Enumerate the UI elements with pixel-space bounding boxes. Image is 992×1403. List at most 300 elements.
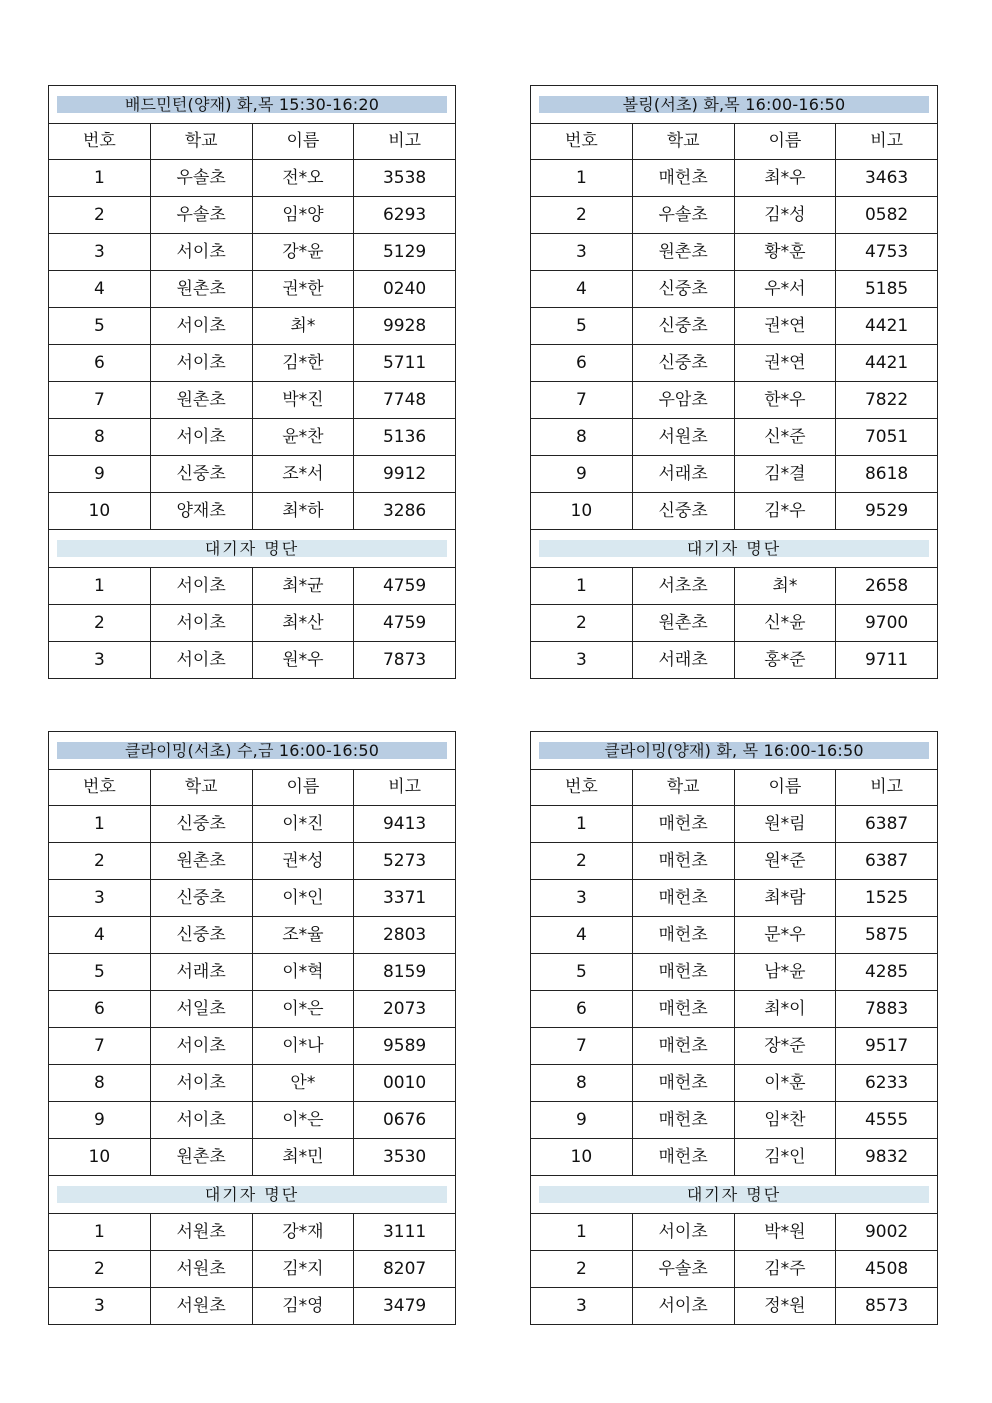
- cell-name: 정*원: [734, 1288, 836, 1325]
- cell-school: 우솔초: [632, 1251, 734, 1288]
- table-row: [49, 880, 456, 917]
- cell-school: 원촌초: [632, 605, 734, 642]
- cell-number: 2: [49, 605, 151, 642]
- cell-school: 매헌초: [632, 806, 734, 843]
- cell-number: 3: [49, 642, 151, 679]
- waitlist-title-cell: [49, 530, 456, 568]
- cell-name: 원*우: [252, 642, 354, 679]
- cell-name: 신*준: [734, 419, 836, 456]
- cell-number: 4: [49, 917, 151, 954]
- cell-number: 7: [49, 382, 151, 419]
- table-row: [531, 1139, 938, 1176]
- cell-name: 최*: [252, 308, 354, 345]
- cell-name: 원*림: [734, 806, 836, 843]
- cell-number: 1: [531, 160, 633, 197]
- cell-number: 6: [531, 345, 633, 382]
- header-row: [531, 124, 938, 160]
- cell-number: 4: [531, 917, 633, 954]
- table-title: 볼링(서초) 화,목 16:00-16:50: [539, 96, 929, 113]
- cell-note: 6233: [836, 1065, 938, 1102]
- table-title-cell: [531, 732, 938, 770]
- col-header-name: 이름: [734, 770, 836, 806]
- table-row: [49, 271, 456, 308]
- col-header-school: 학교: [632, 770, 734, 806]
- cell-number: 10: [531, 1139, 633, 1176]
- cell-number: 5: [531, 308, 633, 345]
- table-badminton-yangjae: [48, 85, 456, 679]
- cell-school: 매헌초: [632, 880, 734, 917]
- cell-number: 3: [49, 234, 151, 271]
- cell-school: 서이초: [150, 568, 252, 605]
- cell-number: 5: [49, 308, 151, 345]
- cell-school: 서이초: [632, 1288, 734, 1325]
- cell-number: 2: [49, 197, 151, 234]
- waitlist-title: 대기자 명단: [539, 1186, 929, 1203]
- waitlist-row: [531, 1214, 938, 1251]
- cell-number: 7: [49, 1028, 151, 1065]
- header-row: [531, 770, 938, 806]
- waitlist-row: [531, 568, 938, 605]
- table-row: [531, 1065, 938, 1102]
- cell-school: 매헌초: [632, 843, 734, 880]
- cell-name: 김*결: [734, 456, 836, 493]
- cell-name: 신*윤: [734, 605, 836, 642]
- col-header-school: 학교: [632, 124, 734, 160]
- cell-school: 신중초: [632, 308, 734, 345]
- cell-name: 최*우: [734, 160, 836, 197]
- cell-number: 7: [531, 1028, 633, 1065]
- cell-school: 서원초: [150, 1214, 252, 1251]
- table-row: [531, 456, 938, 493]
- col-header-number: 번호: [531, 770, 633, 806]
- cell-name: 최*람: [734, 880, 836, 917]
- table-title: 클라이밍(양재) 화, 목 16:00-16:50: [539, 742, 929, 759]
- col-header-number: 번호: [531, 124, 633, 160]
- waitlist-title-cell: [531, 530, 938, 568]
- cell-note: 9529: [836, 493, 938, 530]
- cell-number: 8: [49, 419, 151, 456]
- table-row: [531, 954, 938, 991]
- waitlist-row: [531, 1251, 938, 1288]
- cell-name: 남*윤: [734, 954, 836, 991]
- table-row: [49, 308, 456, 345]
- cell-note: 7822: [836, 382, 938, 419]
- table-row: [49, 954, 456, 991]
- cell-note: 7883: [836, 991, 938, 1028]
- table-row: [531, 271, 938, 308]
- cell-note: 7748: [354, 382, 456, 419]
- cell-name: 이*진: [252, 806, 354, 843]
- cell-school: 매헌초: [632, 954, 734, 991]
- cell-school: 신중초: [150, 917, 252, 954]
- cell-number: 7: [531, 382, 633, 419]
- table-row: [531, 197, 938, 234]
- cell-school: 매헌초: [632, 1028, 734, 1065]
- cell-note: 3371: [354, 880, 456, 917]
- cell-number: 1: [49, 806, 151, 843]
- cell-note: 5273: [354, 843, 456, 880]
- cell-name: 김*한: [252, 345, 354, 382]
- cell-name: 김*지: [252, 1251, 354, 1288]
- cell-note: 6387: [836, 843, 938, 880]
- cell-number: 10: [49, 1139, 151, 1176]
- cell-number: 6: [49, 991, 151, 1028]
- cell-number: 8: [531, 419, 633, 456]
- cell-school: 서이초: [150, 605, 252, 642]
- table-title-cell: [49, 732, 456, 770]
- cell-school: 서이초: [632, 1214, 734, 1251]
- cell-note: 5129: [354, 234, 456, 271]
- table-row: [531, 880, 938, 917]
- cell-name: 김*주: [734, 1251, 836, 1288]
- cell-school: 우솔초: [150, 197, 252, 234]
- cell-note: 9413: [354, 806, 456, 843]
- cell-number: 4: [49, 271, 151, 308]
- cell-number: 1: [531, 1214, 633, 1251]
- cell-note: 4759: [354, 605, 456, 642]
- cell-school: 매헌초: [632, 1065, 734, 1102]
- cell-school: 서이초: [150, 345, 252, 382]
- cell-school: 양재초: [150, 493, 252, 530]
- table-row: [49, 1028, 456, 1065]
- cell-name: 이*은: [252, 991, 354, 1028]
- cell-name: 한*우: [734, 382, 836, 419]
- waitlist-row: [49, 1288, 456, 1325]
- cell-number: 9: [531, 456, 633, 493]
- table-title-cell: [531, 86, 938, 124]
- waitlist-row: [531, 605, 938, 642]
- cell-name: 최*균: [252, 568, 354, 605]
- table-row: [49, 419, 456, 456]
- cell-name: 최*산: [252, 605, 354, 642]
- cell-number: 1: [49, 568, 151, 605]
- table-row: [49, 345, 456, 382]
- cell-note: 7051: [836, 419, 938, 456]
- cell-note: 9700: [836, 605, 938, 642]
- table-row: [49, 917, 456, 954]
- table-row: [49, 197, 456, 234]
- cell-number: 2: [49, 843, 151, 880]
- table-climbing-seocho: [48, 731, 456, 1325]
- cell-name: 강*재: [252, 1214, 354, 1251]
- cell-school: 서이초: [150, 1065, 252, 1102]
- col-header-note: 비고: [836, 124, 938, 160]
- cell-name: 황*훈: [734, 234, 836, 271]
- cell-number: 3: [531, 234, 633, 271]
- cell-school: 서이초: [150, 1102, 252, 1139]
- table-row: [49, 493, 456, 530]
- cell-note: 3538: [354, 160, 456, 197]
- table-row: [49, 991, 456, 1028]
- cell-note: 9002: [836, 1214, 938, 1251]
- cell-name: 박*진: [252, 382, 354, 419]
- table-row: [531, 382, 938, 419]
- cell-note: 4759: [354, 568, 456, 605]
- cell-note: 4753: [836, 234, 938, 271]
- cell-note: 5711: [354, 345, 456, 382]
- col-header-number: 번호: [49, 124, 151, 160]
- cell-note: 9589: [354, 1028, 456, 1065]
- waitlist-row: [49, 568, 456, 605]
- waitlist-title-cell: [49, 1176, 456, 1214]
- cell-note: 9912: [354, 456, 456, 493]
- cell-name: 원*준: [734, 843, 836, 880]
- cell-number: 3: [531, 1288, 633, 1325]
- cell-school: 원촌초: [150, 271, 252, 308]
- cell-note: 2803: [354, 917, 456, 954]
- cell-name: 강*윤: [252, 234, 354, 271]
- cell-school: 서래초: [632, 456, 734, 493]
- cell-school: 매헌초: [632, 160, 734, 197]
- table-row: [531, 806, 938, 843]
- table-title: 배드민턴(양재) 화,목 15:30-16:20: [57, 96, 447, 113]
- cell-note: 6387: [836, 806, 938, 843]
- waitlist-row: [531, 642, 938, 679]
- cell-number: 3: [531, 642, 633, 679]
- cell-name: 최*이: [734, 991, 836, 1028]
- table-row: [49, 382, 456, 419]
- cell-number: 4: [531, 271, 633, 308]
- cell-school: 원촌초: [150, 1139, 252, 1176]
- cell-note: 2658: [836, 568, 938, 605]
- table-row: [531, 1102, 938, 1139]
- cell-school: 서원초: [632, 419, 734, 456]
- cell-name: 조*율: [252, 917, 354, 954]
- waitlist-row: [49, 605, 456, 642]
- col-header-name: 이름: [252, 770, 354, 806]
- cell-note: 1525: [836, 880, 938, 917]
- cell-number: 1: [49, 1214, 151, 1251]
- table-row: [531, 1028, 938, 1065]
- cell-name: 김*인: [734, 1139, 836, 1176]
- cell-name: 장*준: [734, 1028, 836, 1065]
- cell-note: 3530: [354, 1139, 456, 1176]
- cell-note: 5136: [354, 419, 456, 456]
- cell-name: 김*영: [252, 1288, 354, 1325]
- cell-school: 서이초: [150, 308, 252, 345]
- table-climbing-yangjae: [530, 731, 938, 1325]
- cell-note: 0240: [354, 271, 456, 308]
- waitlist-title: 대기자 명단: [539, 540, 929, 557]
- cell-name: 권*한: [252, 271, 354, 308]
- cell-school: 서이초: [150, 234, 252, 271]
- cell-school: 우암초: [632, 382, 734, 419]
- cell-note: 9711: [836, 642, 938, 679]
- cell-number: 6: [531, 991, 633, 1028]
- cell-school: 매헌초: [632, 991, 734, 1028]
- table-row: [49, 1065, 456, 1102]
- cell-note: 8573: [836, 1288, 938, 1325]
- cell-name: 이*훈: [734, 1065, 836, 1102]
- col-header-name: 이름: [734, 124, 836, 160]
- cell-note: 2073: [354, 991, 456, 1028]
- col-header-note: 비고: [354, 124, 456, 160]
- col-header-school: 학교: [150, 124, 252, 160]
- cell-note: 9832: [836, 1139, 938, 1176]
- cell-name: 이*인: [252, 880, 354, 917]
- cell-number: 8: [49, 1065, 151, 1102]
- col-header-school: 학교: [150, 770, 252, 806]
- col-header-note: 비고: [354, 770, 456, 806]
- cell-name: 임*찬: [734, 1102, 836, 1139]
- cell-note: 4285: [836, 954, 938, 991]
- cell-name: 이*나: [252, 1028, 354, 1065]
- cell-school: 서래초: [632, 642, 734, 679]
- cell-school: 서원초: [150, 1251, 252, 1288]
- cell-name: 우*서: [734, 271, 836, 308]
- waitlist-row: [49, 642, 456, 679]
- cell-school: 원촌초: [150, 843, 252, 880]
- table-row: [531, 419, 938, 456]
- table-row: [49, 1139, 456, 1176]
- cell-name: 박*원: [734, 1214, 836, 1251]
- cell-number: 6: [49, 345, 151, 382]
- cell-school: 우솔초: [632, 197, 734, 234]
- cell-number: 9: [49, 1102, 151, 1139]
- cell-note: 0582: [836, 197, 938, 234]
- table-bowling-seocho: [530, 85, 938, 679]
- col-header-note: 비고: [836, 770, 938, 806]
- table-row: [531, 991, 938, 1028]
- cell-name: 안*: [252, 1065, 354, 1102]
- cell-school: 매헌초: [632, 917, 734, 954]
- cell-school: 신중초: [150, 456, 252, 493]
- cell-number: 3: [49, 1288, 151, 1325]
- table-row: [531, 843, 938, 880]
- cell-name: 최*하: [252, 493, 354, 530]
- cell-school: 우솔초: [150, 160, 252, 197]
- cell-name: 조*서: [252, 456, 354, 493]
- cell-name: 윤*찬: [252, 419, 354, 456]
- table-row: [531, 493, 938, 530]
- table-row: [531, 234, 938, 271]
- cell-school: 서이초: [150, 419, 252, 456]
- cell-note: 8618: [836, 456, 938, 493]
- cell-school: 서이초: [150, 642, 252, 679]
- cell-number: 9: [49, 456, 151, 493]
- cell-name: 김*성: [734, 197, 836, 234]
- table-title-cell: [49, 86, 456, 124]
- cell-school: 신중초: [632, 345, 734, 382]
- cell-number: 3: [49, 880, 151, 917]
- cell-number: 2: [49, 1251, 151, 1288]
- waitlist-title: 대기자 명단: [57, 540, 447, 557]
- waitlist-row: [49, 1214, 456, 1251]
- cell-note: 3463: [836, 160, 938, 197]
- waitlist-row: [531, 1288, 938, 1325]
- table-title: 클라이밍(서초) 수,금 16:00-16:50: [57, 742, 447, 759]
- cell-name: 홍*준: [734, 642, 836, 679]
- cell-school: 원촌초: [150, 382, 252, 419]
- cell-school: 서래초: [150, 954, 252, 991]
- cell-number: 1: [49, 160, 151, 197]
- cell-school: 신중초: [632, 271, 734, 308]
- cell-school: 신중초: [150, 806, 252, 843]
- waitlist-title-cell: [531, 1176, 938, 1214]
- cell-school: 신중초: [150, 880, 252, 917]
- cell-number: 3: [531, 880, 633, 917]
- cell-name: 최*: [734, 568, 836, 605]
- cell-school: 매헌초: [632, 1102, 734, 1139]
- cell-note: 9517: [836, 1028, 938, 1065]
- cell-note: 3286: [354, 493, 456, 530]
- cell-note: 7873: [354, 642, 456, 679]
- cell-name: 권*연: [734, 308, 836, 345]
- cell-note: 3479: [354, 1288, 456, 1325]
- cell-note: 4508: [836, 1251, 938, 1288]
- cell-school: 매헌초: [632, 1139, 734, 1176]
- cell-name: 최*민: [252, 1139, 354, 1176]
- table-row: [49, 160, 456, 197]
- cell-name: 권*연: [734, 345, 836, 382]
- cell-number: 10: [49, 493, 151, 530]
- waitlist-title: 대기자 명단: [57, 1186, 447, 1203]
- cell-name: 김*우: [734, 493, 836, 530]
- cell-number: 9: [531, 1102, 633, 1139]
- cell-name: 전*오: [252, 160, 354, 197]
- cell-number: 10: [531, 493, 633, 530]
- cell-note: 4555: [836, 1102, 938, 1139]
- cell-number: 2: [531, 605, 633, 642]
- table-row: [49, 1102, 456, 1139]
- cell-school: 원촌초: [632, 234, 734, 271]
- cell-school: 서일초: [150, 991, 252, 1028]
- cell-number: 8: [531, 1065, 633, 1102]
- table-row: [531, 160, 938, 197]
- table-row: [531, 345, 938, 382]
- cell-name: 이*혁: [252, 954, 354, 991]
- col-header-number: 번호: [49, 770, 151, 806]
- cell-number: 1: [531, 568, 633, 605]
- cell-name: 이*은: [252, 1102, 354, 1139]
- table-row: [49, 843, 456, 880]
- cell-number: 2: [531, 1251, 633, 1288]
- cell-note: 8207: [354, 1251, 456, 1288]
- cell-note: 9928: [354, 308, 456, 345]
- header-row: [49, 770, 456, 806]
- cell-note: 5875: [836, 917, 938, 954]
- table-row: [49, 806, 456, 843]
- cell-name: 임*양: [252, 197, 354, 234]
- cell-number: 2: [531, 843, 633, 880]
- table-row: [531, 917, 938, 954]
- cell-school: 서원초: [150, 1288, 252, 1325]
- cell-number: 1: [531, 806, 633, 843]
- table-row: [531, 308, 938, 345]
- cell-name: 문*우: [734, 917, 836, 954]
- cell-note: 3111: [354, 1214, 456, 1251]
- col-header-name: 이름: [252, 124, 354, 160]
- cell-note: 0010: [354, 1065, 456, 1102]
- cell-name: 권*성: [252, 843, 354, 880]
- header-row: [49, 124, 456, 160]
- table-row: [49, 456, 456, 493]
- cell-note: 4421: [836, 345, 938, 382]
- waitlist-row: [49, 1251, 456, 1288]
- cell-school: 신중초: [632, 493, 734, 530]
- cell-note: 6293: [354, 197, 456, 234]
- cell-note: 5185: [836, 271, 938, 308]
- cell-number: 5: [49, 954, 151, 991]
- cell-school: 서이초: [150, 1028, 252, 1065]
- cell-note: 4421: [836, 308, 938, 345]
- cell-school: 서초초: [632, 568, 734, 605]
- cell-number: 2: [531, 197, 633, 234]
- cell-number: 5: [531, 954, 633, 991]
- cell-note: 8159: [354, 954, 456, 991]
- table-row: [49, 234, 456, 271]
- cell-note: 0676: [354, 1102, 456, 1139]
